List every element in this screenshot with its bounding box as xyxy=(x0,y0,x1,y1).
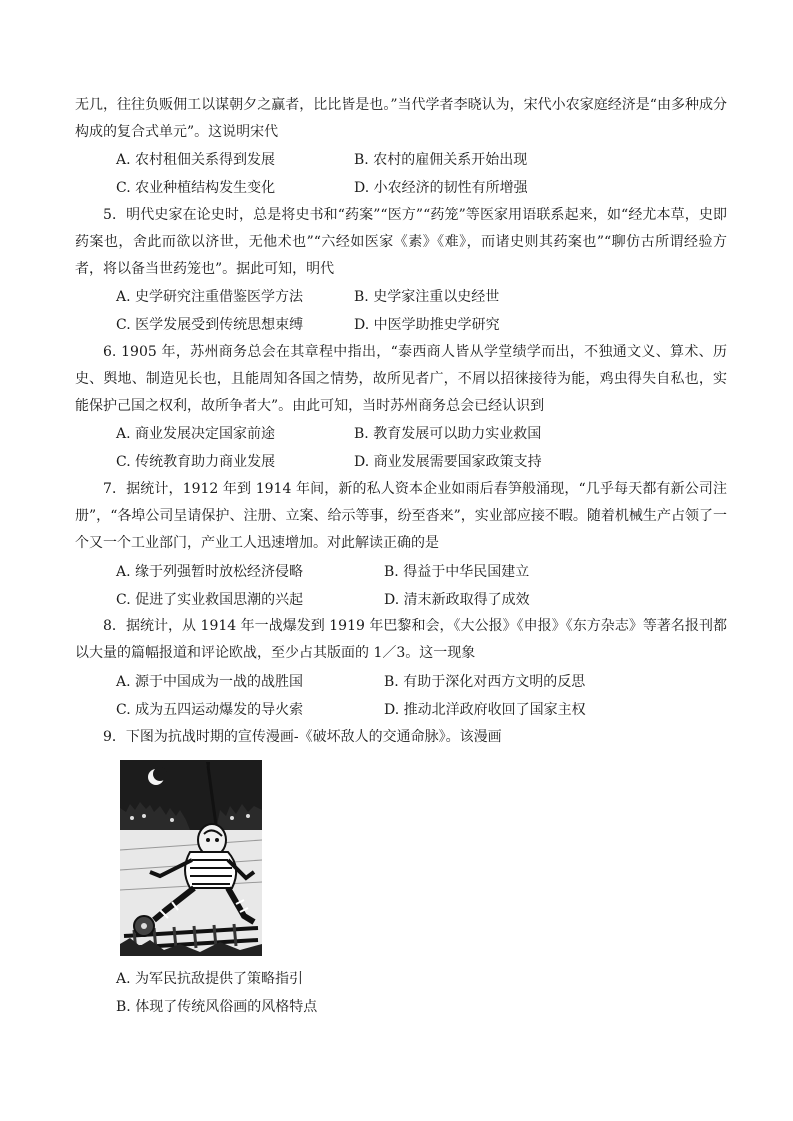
q7-option-d: D. 清末新政取得了成效 xyxy=(384,592,530,608)
q6-option-b: B. 教育发展可以助力实业救国 xyxy=(354,426,542,442)
q9-option-a: A. 为军民抗敌提供了策略指引 xyxy=(116,971,304,987)
q9-stem: 9．下图为抗战时期的宣传漫画-《破坏敌人的交通命脉》。该漫画 xyxy=(103,729,502,745)
q4-option-d: D. 小农经济的韧性有所增强 xyxy=(354,180,528,196)
q4-option-a: A. 农村租佃关系得到发展 xyxy=(116,152,276,168)
q7-option-c: C. 促进了实业救国思潮的兴起 xyxy=(116,592,304,608)
q6-stem: 6. 1905 年，苏州商务总会在其章程中指出，“泰西商人皆从学堂绩学而出，不独通文义、算术、历史、舆地、制造见长也，且能周知各国之情势，故所见者广，不屑以招徕接待为能，鸡虫得失自私也，实能保护己国之权利，故所争者大”。由此可知，当时苏州商务总会已经认识到 xyxy=(75,344,727,414)
q8-option-d: D. 推动北洋政府收回了国家主权 xyxy=(384,702,586,718)
q8-stem: 8．据统计，从 1914 年一战爆发到 1919 年巴黎和会，《大公报》《申报》《东方杂志》等著名报刊都以大量的篇幅报道和评论欧战，至少占其版面的 1／3。这一现象 xyxy=(75,618,727,661)
q8-option-c: C. 成为五四运动爆发的导火索 xyxy=(116,702,304,718)
q9-option-b: B. 体现了传统风俗画的风格特点 xyxy=(116,999,318,1015)
q5-option-b: B. 史学家注重以史经世 xyxy=(354,289,500,305)
q8-option-b: B. 有助于深化对西方文明的反思 xyxy=(384,674,586,690)
q5-option-d: D. 中医学助推史学研究 xyxy=(354,317,500,333)
q5-option-a: A. 史学研究注重借鉴医学方法 xyxy=(116,289,304,305)
q8-option-a: A. 源于中国成为一战的战胜国 xyxy=(116,674,304,690)
q4-option-b: B. 农村的雇佣关系开始出现 xyxy=(354,152,528,168)
q5-stem: 5．明代史家在论史时，总是将史书和“药案”“医方”“药笼”等医家用语联系起来，如“经尤本草，史即药案也，舍此而欲以济世，无他术也”“六经如医家《素》《难》，而诸史则其药案也”“聊仿古所谓经验方者，将以备当世药笼也”。据此可知，明代 xyxy=(75,207,727,277)
q4-stem: 无几，往往负贩佣工以谋朝夕之赢者，比比皆是也。”当代学者李晓认为，宋代小农家庭经济是“由多种成分构成的复合式单元”。这说明宋代 xyxy=(75,97,727,140)
q7-option-b: B. 得益于中华民国建立 xyxy=(384,564,530,580)
propaganda-cartoon-image xyxy=(120,760,262,956)
q7-option-a: A. 缘于列强暂时放松经济侵略 xyxy=(116,564,304,580)
q5-option-c: C. 医学发展受到传统思想束缚 xyxy=(116,317,304,333)
q7-stem: 7．据统计，1912 年到 1914 年间，新的私人资本企业如雨后春笋般涌现，“几乎每天都有新公司注册”，“各埠公司呈请保护、注册、立案、给示等事，纷至沓来”，实业部应接不暇。随着机械生产占领了一个又一个工业部门，产业工人迅速增加。对此解读正确的是 xyxy=(75,481,727,551)
q4-option-c: C. 农业种植结构发生变化 xyxy=(116,180,276,196)
q6-option-c: C. 传统教育助力商业发展 xyxy=(116,454,276,470)
q6-option-a: A. 商业发展决定国家前途 xyxy=(116,426,276,442)
q6-option-d: D. 商业发展需要国家政策支持 xyxy=(354,454,542,470)
